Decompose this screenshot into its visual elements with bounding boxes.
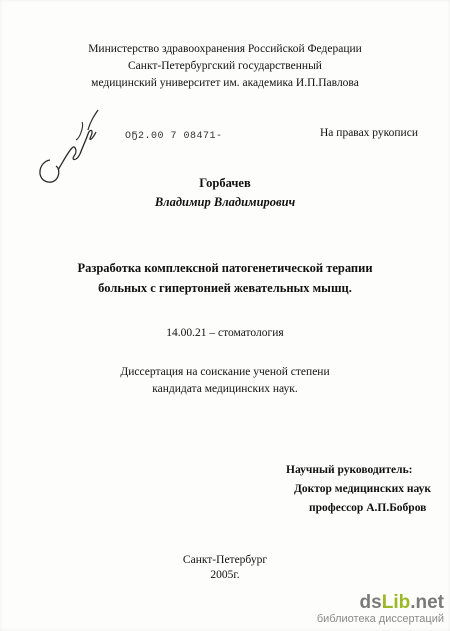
ministry-line-1: Министерство здравоохранения Российской Федерации — [88, 43, 362, 55]
logo-part-ds: ds — [359, 592, 382, 613]
dslib-logo[interactable] — [317, 593, 444, 613]
watermark-subtitle: библиотека диссертаций — [316, 613, 444, 625]
rights-notice: На правах рукописи — [320, 127, 418, 139]
specialty-code: 14.00.21 – стоматология — [166, 327, 284, 339]
degree-line-2: кандидата медицинских наук. — [152, 383, 298, 395]
supervisor-heading: Научный руководитель: — [286, 464, 413, 476]
registry-number-stamp: ОҔ2.00 7 08471- — [125, 131, 223, 142]
dissertation-title — [0, 258, 450, 298]
ministry-line-2: Санкт-Петербургский государственный — [128, 60, 322, 72]
logo-part-lib: Lib — [381, 592, 411, 613]
logo-part-net: .net — [410, 592, 444, 613]
title-line-1: Разработка комплексной патогенетической терапии — [77, 261, 373, 275]
supervisor-block — [286, 461, 431, 518]
title-line-2: больных с гипертонией жевательных мышц. — [98, 281, 352, 295]
city-year-block — [0, 553, 450, 583]
degree-statement — [0, 364, 450, 398]
author-name: Владимир Владимирович — [154, 195, 296, 209]
degree-line-1: Диссертация на соискание ученой степени — [120, 366, 330, 378]
ministry-header — [0, 41, 450, 92]
dslib-watermark[interactable] — [317, 593, 444, 625]
supervisor-name: профессор А.П.Бобров — [309, 502, 427, 514]
supervisor-degree: Доктор медицинских наук — [294, 483, 432, 495]
city: Санкт-Петербург — [182, 554, 268, 566]
ministry-line-3: медицинский университет им. академика И.П.Павлова — [91, 77, 359, 89]
year: 2005г. — [210, 569, 240, 581]
author-surname: Горбачев — [199, 176, 251, 190]
